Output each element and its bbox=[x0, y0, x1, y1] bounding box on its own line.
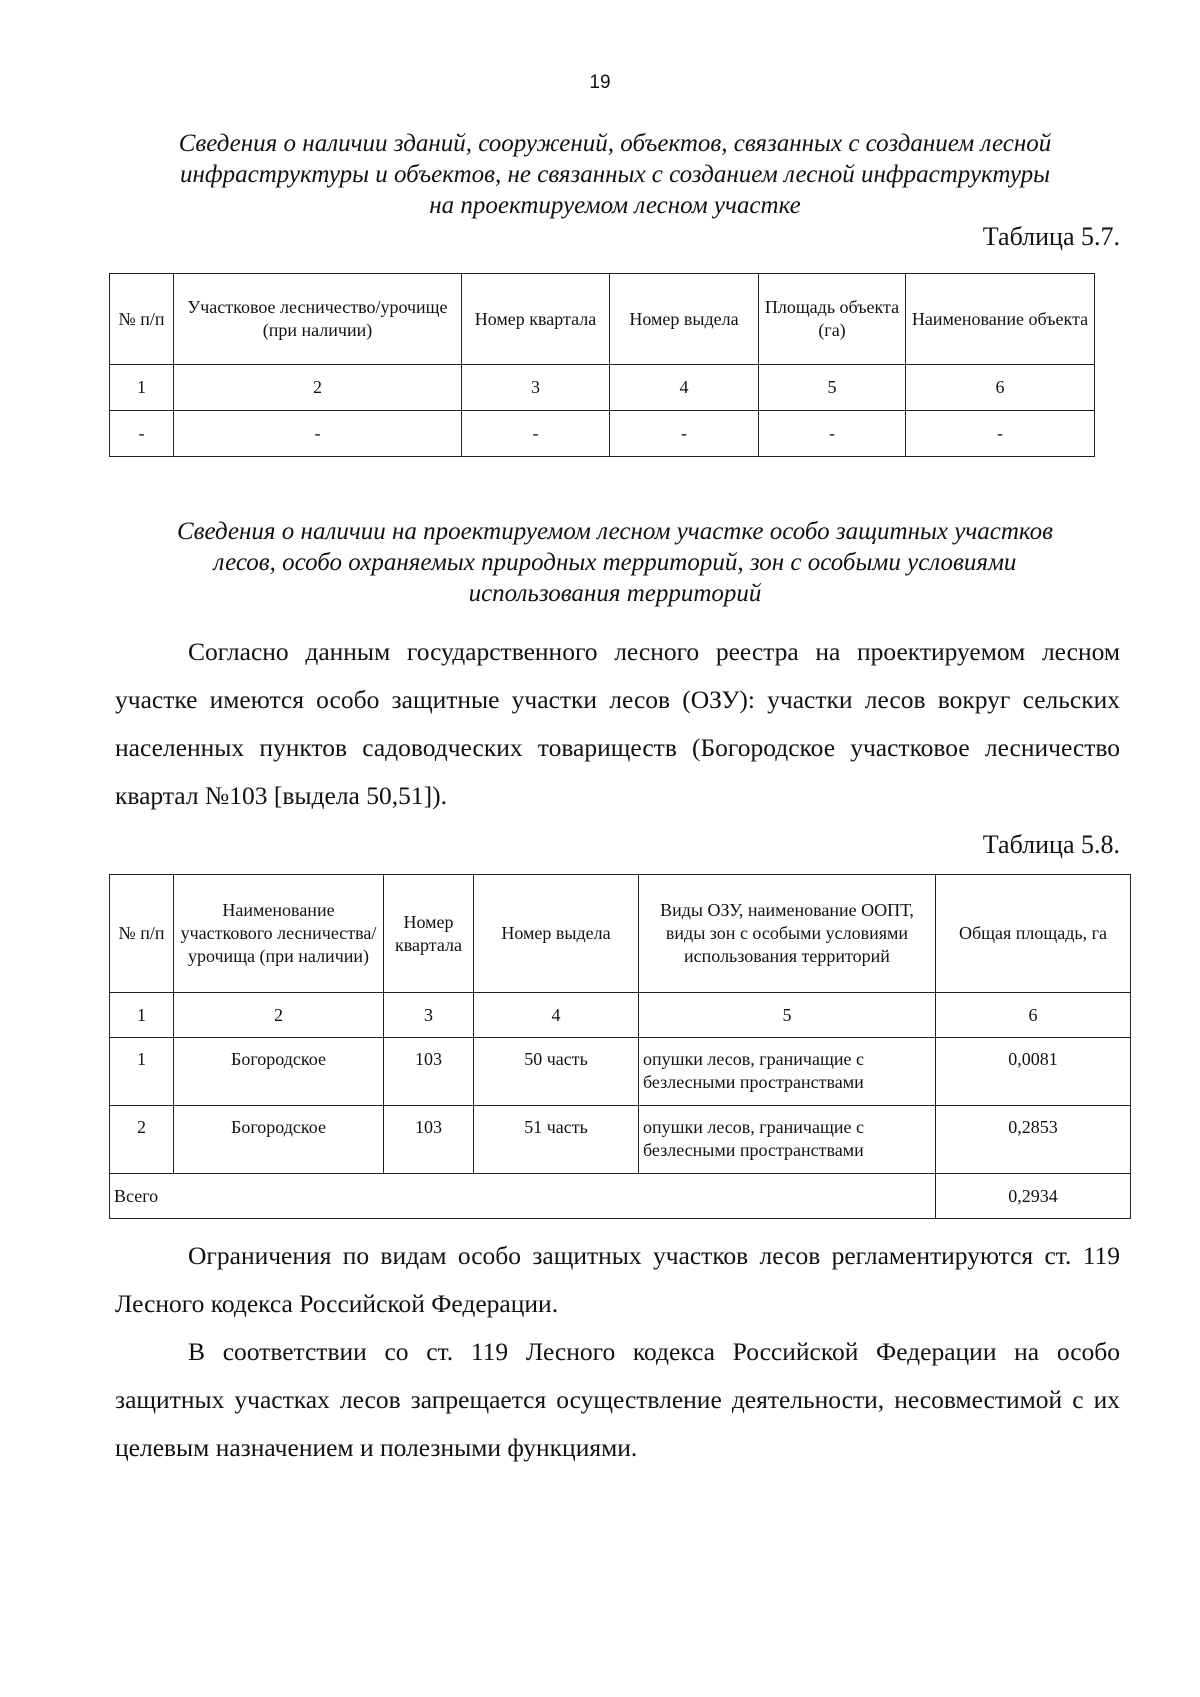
table-cell: - bbox=[174, 411, 462, 457]
table-row bbox=[110, 1038, 1131, 1106]
header-cell: Площадь объекта (га) bbox=[759, 274, 906, 365]
table-cell: 103 bbox=[384, 1038, 474, 1106]
number-cell: 5 bbox=[639, 993, 936, 1038]
heading-line: Сведения о наличии на проектируемом лесном участке особо защитных участков bbox=[176, 518, 1054, 545]
number-cell: 4 bbox=[474, 993, 639, 1038]
total-value: 0,2934 bbox=[936, 1174, 1131, 1219]
table-row bbox=[110, 1106, 1131, 1174]
table-row bbox=[110, 411, 1095, 457]
heading-line: инфраструктуры и объектов, не связанных с созданием лесной инфраструктуры bbox=[179, 161, 1051, 188]
section2-heading bbox=[110, 516, 1120, 609]
page-number: 19 bbox=[589, 72, 611, 93]
header-cell: Виды ОЗУ, наименование ООПТ, виды зон с особыми условиями использования территорий bbox=[639, 875, 936, 993]
header-cell: Номер выдела bbox=[474, 875, 639, 993]
header-cell: Номер квартала bbox=[384, 875, 474, 993]
paragraph-text: В соответствии со ст. 119 Лесного кодекса Российской Федерации на особо защитных участках лесов запрещается осуществление деятельности, несовместимой с их целевым назначением и полезными функциями. bbox=[115, 1337, 1120, 1462]
table-5-7 bbox=[109, 273, 1095, 457]
table-cell: 50 часть bbox=[474, 1038, 639, 1106]
number-cell: 4 bbox=[610, 365, 759, 411]
number-cell: 6 bbox=[906, 365, 1095, 411]
table-5-8 bbox=[109, 874, 1131, 1219]
header-cell: Наименование участкового лесничества/урочища (при наличии) bbox=[174, 875, 384, 993]
table-caption-5-8: Таблица 5.8. bbox=[982, 830, 1120, 859]
heading-line: на проектируемом лесном участке bbox=[429, 192, 801, 219]
section1-heading bbox=[110, 128, 1120, 221]
table-total-row bbox=[110, 1174, 1131, 1219]
heading-line: Сведения о наличии зданий, сооружений, объектов, связанных с созданием лесной bbox=[178, 130, 1052, 157]
table-numbering-row bbox=[110, 365, 1095, 411]
table-cell: Богородское bbox=[174, 1106, 384, 1174]
table-caption-5-7: Таблица 5.7. bbox=[982, 222, 1120, 251]
table-cell: 0,0081 bbox=[936, 1038, 1131, 1106]
table-cell: 0,2853 bbox=[936, 1106, 1131, 1174]
table-cell: опушки лесов, граничащие с безлесными пространствами bbox=[639, 1106, 936, 1174]
number-cell: 6 bbox=[936, 993, 1131, 1038]
number-cell: 3 bbox=[384, 993, 474, 1038]
heading-line: лесов, особо охраняемых природных территорий, зон с особыми условиями bbox=[213, 549, 1017, 576]
number-cell: 1 bbox=[110, 993, 174, 1038]
table-cell: 51 часть bbox=[474, 1106, 639, 1174]
table-cell: опушки лесов, граничащие с безлесными пространствами bbox=[639, 1038, 936, 1106]
table-cell: 1 bbox=[110, 1038, 174, 1106]
paragraph-text: Ограничения по видам особо защитных участков лесов регламентируются ст. 119 Лесного кодекса Российской Федерации. bbox=[115, 1241, 1120, 1318]
table-cell: - bbox=[906, 411, 1095, 457]
table-cell: - bbox=[110, 411, 174, 457]
heading-line: использования территорий bbox=[468, 580, 762, 607]
table-header-row bbox=[110, 875, 1131, 993]
closing-text bbox=[115, 1232, 1120, 1472]
header-cell: № п/п bbox=[110, 875, 174, 993]
number-cell: 2 bbox=[174, 365, 462, 411]
table-header-row bbox=[110, 274, 1095, 365]
header-cell: Общая площадь, га bbox=[936, 875, 1131, 993]
table-cell: - bbox=[610, 411, 759, 457]
number-cell: 3 bbox=[462, 365, 610, 411]
total-label: Всего bbox=[110, 1174, 936, 1219]
paragraph-text: Согласно данным государственного лесного реестра на проектируемом лесном участке имеются особо защитные участки лесов (ОЗУ): участки лесов вокруг сельских населенных пунктов садоводческих товариществ (Богородское участковое лесничество квартал №103 [выдела 50,51]). bbox=[115, 637, 1120, 810]
table-cell: 103 bbox=[384, 1106, 474, 1174]
number-cell: 2 bbox=[174, 993, 384, 1038]
table-cell: 2 bbox=[110, 1106, 174, 1174]
number-cell: 5 bbox=[759, 365, 906, 411]
table-cell: - bbox=[462, 411, 610, 457]
header-cell: № п/п bbox=[110, 274, 174, 365]
header-cell: Номер выдела bbox=[610, 274, 759, 365]
table-cell: Богородское bbox=[174, 1038, 384, 1106]
header-cell: Номер квартала bbox=[462, 274, 610, 365]
section2-paragraph bbox=[115, 628, 1120, 820]
header-cell: Участковое лесничество/урочище (при наличии) bbox=[174, 274, 462, 365]
table-cell: - bbox=[759, 411, 906, 457]
table-numbering-row bbox=[110, 993, 1131, 1038]
header-cell: Наименование объекта bbox=[906, 274, 1095, 365]
number-cell: 1 bbox=[110, 365, 174, 411]
